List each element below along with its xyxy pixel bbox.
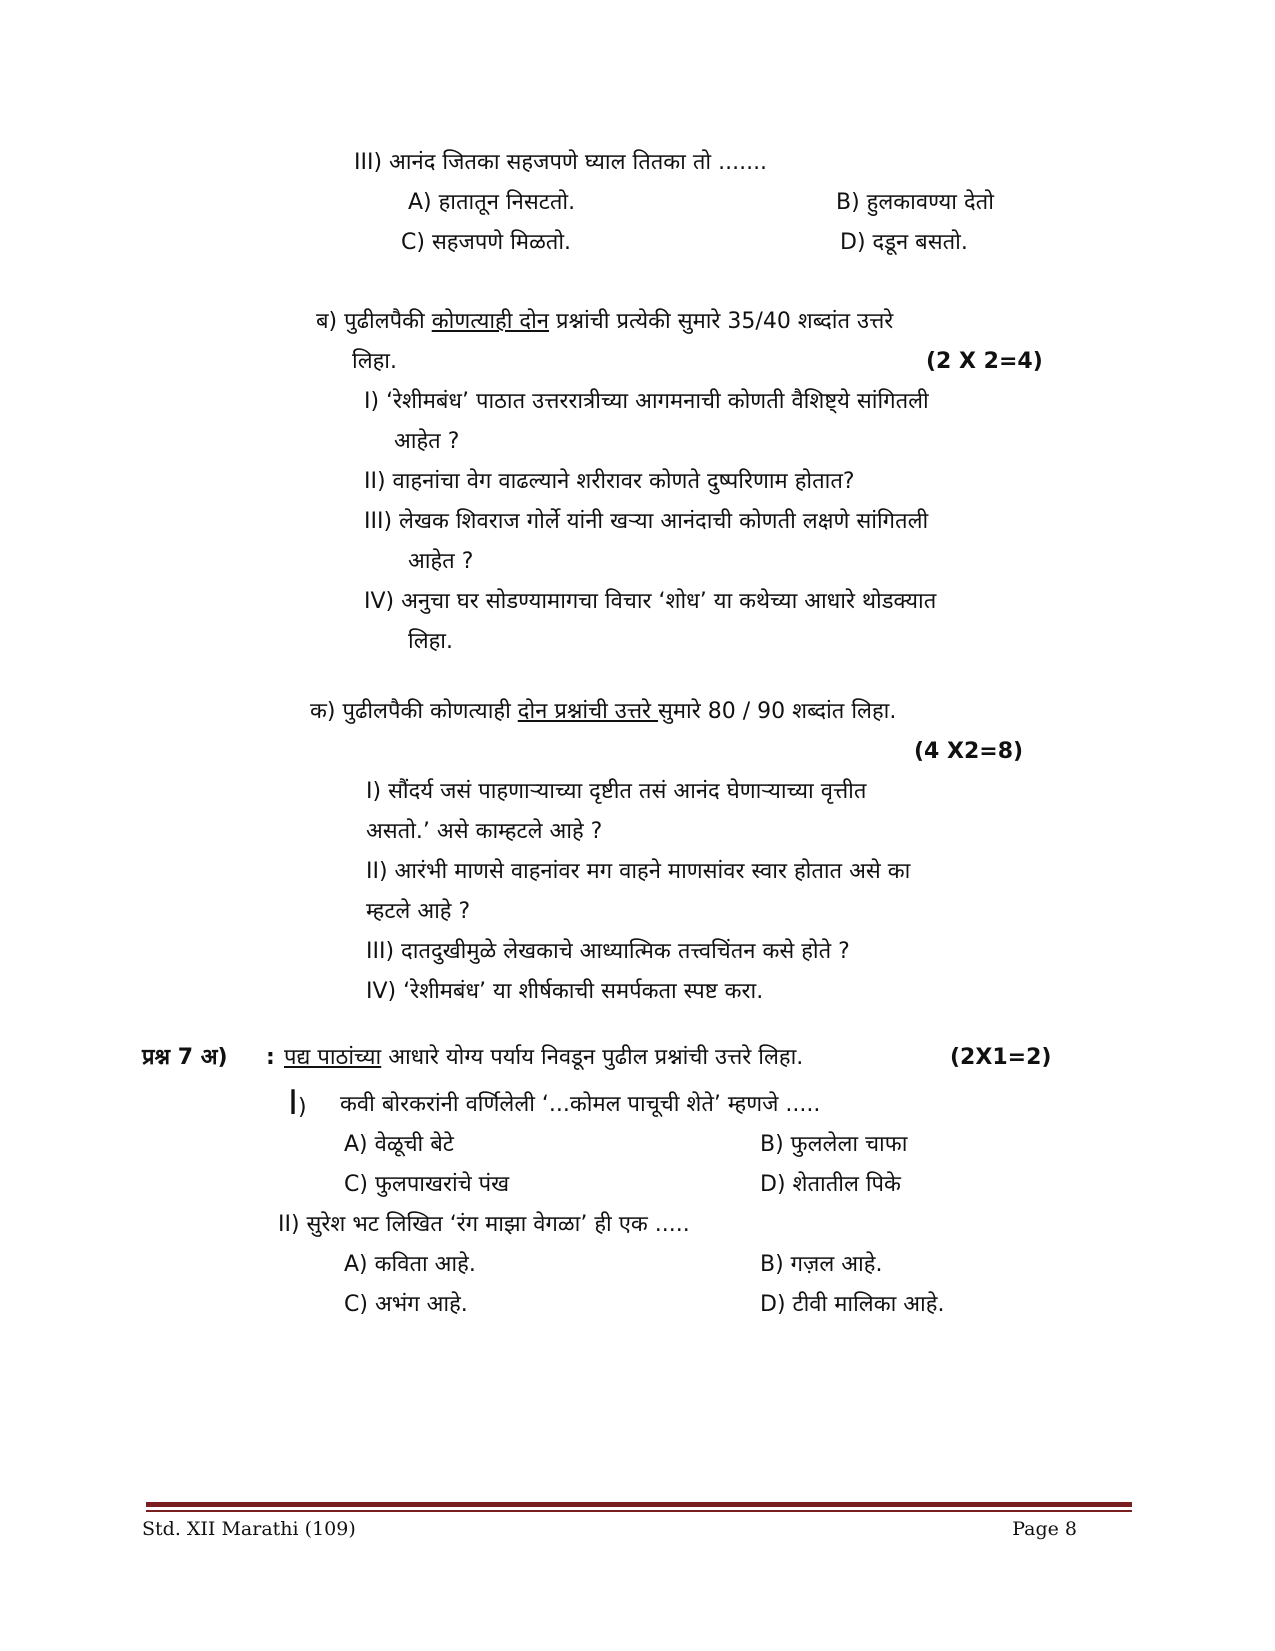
question-k-ii-cont: म्हटले आहे ? — [366, 899, 471, 924]
q7-ii-option-b: B) गज़ल आहे. — [760, 1252, 883, 1277]
q7-ii-option-d: D) टीवी मालिका आहे. — [760, 1292, 945, 1317]
option-b: B) हुलकावण्या देतो — [836, 190, 994, 215]
section-k-suffix: सुमारे 80 / 90 शब्दांत लिहा. — [658, 699, 897, 724]
footer-rule-thick — [146, 1502, 1132, 1507]
q7-instruction-text: आधारे योग्य पर्याय निवडून पुढील प्रश्नांची उत्तरे लिहा. — [381, 1045, 804, 1070]
question-b-i: I) ‘रेशीमबंध’ पाठात उत्तररात्रीच्या आगमनाची कोणती वैशिष्ट्ये सांगितली — [364, 389, 929, 414]
q7-i-numeral: I — [288, 1083, 299, 1123]
question-k-iv: IV) ‘रेशीमबंध’ या शीर्षकाची समर्पकता स्पष्ट करा. — [366, 979, 764, 1004]
question-b-iii-cont: आहेत ? — [408, 549, 474, 574]
q7-underlined: पद्य पाठांच्या — [284, 1045, 382, 1070]
q7-instruction — [284, 1043, 803, 1073]
section-k-marks: (4 X2=8) — [914, 739, 1024, 764]
section-b-marks: (2 X 2=4) — [926, 349, 1043, 374]
q7-i-option-d: D) शेतातील पिके — [760, 1172, 901, 1197]
q7-ii-option-c: C) अभंग आहे. — [344, 1292, 468, 1317]
q7-i-paren: ) — [298, 1095, 307, 1120]
question-k-i-cont: असतो.’ असे काम्हटले आहे ? — [366, 819, 603, 844]
section-k-prefix: क) पुढीलपैकी कोणत्याही — [310, 699, 518, 724]
q7-ii-option-a: A) कविता आहे. — [344, 1252, 476, 1277]
q7-ii-text: II) सुरेश भट लिखित ‘रंग माझा वेगळा’ ही एक ..... — [278, 1212, 690, 1237]
question-b-iv: IV) अनुचा घर सोडण्यामागचा विचार ‘शोध’ या कथेच्या आधारे थोडक्यात — [364, 589, 937, 614]
question-k-iii: III) दातदुखीमुळे लेखकाचे आध्यात्मिक तत्त्वचिंतन कसे होते ? — [366, 939, 850, 964]
option-c: C) सहजपणे मिळतो. — [401, 230, 572, 255]
option-d: D) दडून बसतो. — [840, 230, 968, 255]
option-a: A) हातातून निसटतो. — [408, 190, 576, 215]
footer-left: Std. XII Marathi (109) — [142, 1518, 356, 1540]
question-k-i: I) सौंदर्य जसं पाहणाऱ्याच्या दृष्टीत तसं आनंद घेणाऱ्याच्या वृत्तीत — [366, 779, 867, 804]
section-b-heading — [316, 307, 893, 337]
q7-i-option-b: B) फुललेला चाफा — [760, 1132, 908, 1157]
footer-rule-thin — [146, 1510, 1132, 1512]
question-b-iv-cont: लिहा. — [408, 629, 453, 654]
question-b-iii: III) लेखक शिवराज गोर्ले यांनी खऱ्या आनंदाची कोणती लक्षणे सांगितली — [364, 509, 929, 534]
section-b-line2: लिहा. — [352, 349, 397, 374]
question-a-iii: III) आनंद जितका सहजपणे घ्याल तितका तो ....... — [354, 150, 768, 175]
section-b-underlined: कोणत्याही दोन — [431, 309, 550, 334]
q7-label: प्रश्न 7 अ) — [142, 1045, 228, 1070]
section-k-heading — [310, 697, 896, 727]
q7-i — [288, 1083, 307, 1123]
question-k-ii: II) आरंभी माणसे वाहनांवर मग वाहने माणसांवर स्वार होतात असे का — [366, 859, 911, 884]
question-b-ii: II) वाहनांचा वेग वाढल्याने शरीरावर कोणते दुष्परिणाम होतात? — [364, 469, 855, 494]
q7-i-text: कवी बोरकरांनी वर्णिलेली ‘...कोमल पाचूची शेते’ म्हणजे ..... — [340, 1092, 821, 1117]
footer-page-number: Page 8 — [1012, 1518, 1077, 1540]
section-b-prefix: ब) पुढीलपैकी — [316, 309, 432, 334]
q7-colon: : — [266, 1045, 275, 1070]
section-b-suffix: प्रश्नांची प्रत्येकी सुमारे 35/40 शब्दांत उत्तरे — [549, 309, 894, 334]
q7-i-option-c: C) फुलपाखरांचे पंख — [344, 1172, 510, 1197]
q7-i-option-a: A) वेळूची बेटे — [344, 1132, 454, 1157]
q7-marks: (2X1=2) — [950, 1045, 1052, 1070]
section-k-underlined: दोन प्रश्नांची उत्तरे — [517, 699, 659, 724]
question-b-i-cont: आहेत ? — [394, 429, 460, 454]
